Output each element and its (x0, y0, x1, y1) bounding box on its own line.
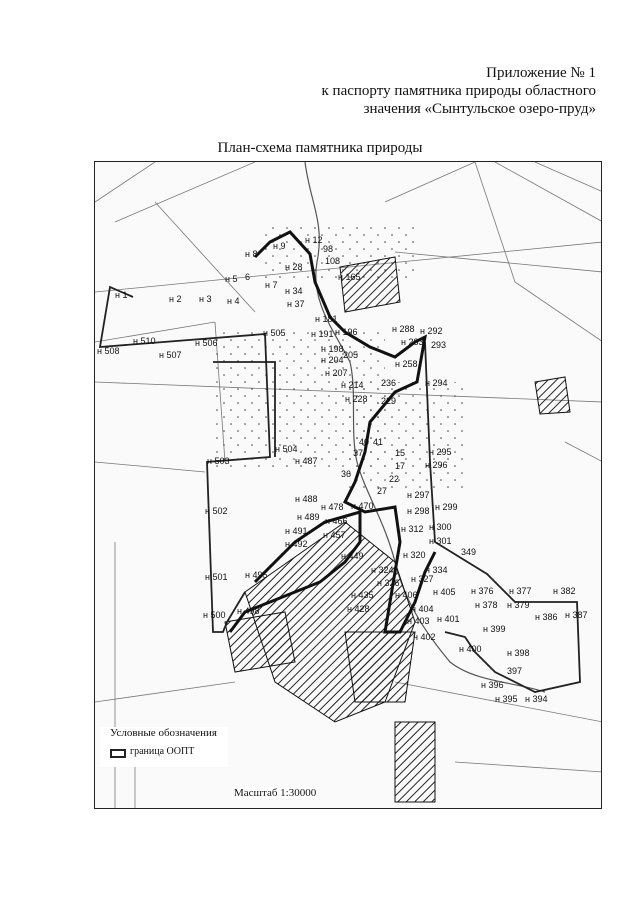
appendix-line-2: к паспорту памятника природы областного (321, 83, 596, 99)
map-title: План-схема памятника природы (217, 140, 423, 156)
point-label: н 312 (401, 524, 424, 534)
point-label: н 292 (420, 326, 443, 336)
point-label: н 386 (535, 612, 558, 622)
point-label: 22 (389, 474, 400, 484)
point-label: н 487 (295, 456, 318, 466)
point-label: н 191 (311, 329, 334, 339)
point-label: н 492 (285, 539, 308, 549)
point-label: н 320 (403, 550, 426, 560)
point-label: н 294 (425, 378, 448, 388)
point-label: н 299 (435, 502, 458, 512)
point-label: н 504 (275, 444, 298, 454)
appendix-header (322, 64, 596, 118)
point-label: н 300 (429, 522, 452, 532)
point-label: н 402 (413, 632, 436, 642)
point-label: н 207 (325, 368, 348, 378)
point-label: н 228 (345, 394, 368, 404)
point-label: н 5 (225, 274, 238, 284)
point-label: н 405 (433, 587, 456, 597)
point-label: н 165 (338, 272, 361, 282)
point-label: 349 (461, 547, 477, 557)
point-label: н 449 (341, 551, 364, 561)
point-label: н 296 (425, 460, 448, 470)
point-label: н 488 (295, 494, 318, 504)
point-label: 205 (343, 350, 359, 360)
point-label: н 7 (265, 280, 278, 290)
point-label: н 28 (285, 262, 303, 272)
point-label: 98 (323, 244, 334, 254)
point-label: н 503 (207, 456, 230, 466)
point-label: н 181 (315, 314, 338, 324)
point-label: н 288 (392, 324, 415, 334)
point-label: 108 (325, 256, 341, 266)
point-label: н 404 (411, 604, 434, 614)
point-label: н 478 (321, 502, 344, 512)
point-label: н 470 (351, 501, 374, 511)
point-label: н 387 (565, 610, 588, 620)
point-label: н 283 (401, 337, 424, 347)
point-label: н 510 (133, 336, 156, 346)
point-label: н 400 (459, 644, 482, 654)
point-label: 6 (245, 272, 251, 282)
point-label: н 379 (507, 600, 530, 610)
point-label: 15 (395, 448, 406, 458)
point-label: н 457 (323, 530, 346, 540)
point-label: н 508 (97, 346, 120, 356)
point-label: н 491 (285, 526, 308, 536)
point-label: н 401 (437, 614, 460, 624)
point-label: н 382 (553, 586, 576, 596)
point-label: н 406 (395, 590, 418, 600)
point-label: н 34 (285, 286, 303, 296)
appendix-line-1: Приложение № 1 (486, 65, 596, 81)
point-label: н 301 (429, 536, 452, 546)
point-label: н 326 (377, 578, 400, 588)
point-label: н 376 (471, 586, 494, 596)
map-frame (94, 161, 602, 809)
point-label: н 297 (407, 490, 430, 500)
point-label: н 505 (263, 328, 286, 338)
point-label: н 214 (341, 380, 364, 390)
point-label: 40 (359, 437, 370, 447)
point-label: н 196 (335, 327, 358, 337)
legend-boundary-swatch (110, 749, 126, 758)
point-label: н 327 (411, 574, 434, 584)
point-label: 397 (507, 666, 523, 676)
point-label: н 258 (395, 359, 418, 369)
point-label: н 1 (115, 290, 128, 300)
point-label: н 37 (287, 299, 305, 309)
point-label: н 8 (245, 249, 258, 259)
point-label: 27 (377, 486, 388, 496)
point-label: н 12 (305, 235, 323, 245)
legend-title: Условные обозначения (110, 727, 217, 739)
point-label: н 298 (407, 506, 430, 516)
point-label: н 204 (321, 355, 344, 365)
map-scale: Масштаб 1:30000 (234, 787, 317, 799)
map-legend (100, 727, 228, 767)
point-label: н 2 (169, 294, 182, 304)
legend-boundary-label: граница ООПТ (130, 746, 195, 757)
point-label: н 495 (245, 570, 268, 580)
point-label: н 198 (321, 344, 344, 354)
point-label: н 403 (407, 616, 430, 626)
point-label: н 398 (507, 648, 530, 658)
point-label: 229 (381, 396, 397, 406)
point-label: н 506 (195, 338, 218, 348)
point-label: 236 (381, 378, 397, 388)
point-label: н 9 (273, 241, 286, 251)
point-label: н 295 (429, 447, 452, 457)
point-label: н 378 (475, 600, 498, 610)
point-label: н 334 (425, 565, 448, 575)
point-label: н 377 (509, 586, 532, 596)
point-label: н 502 (205, 506, 228, 516)
point-label: н 396 (481, 680, 504, 690)
point-label: н 501 (205, 572, 228, 582)
point-label: 41 (373, 437, 384, 447)
point-label: н 498 (237, 606, 260, 616)
point-label: 293 (431, 340, 447, 350)
point-label: н 395 (495, 694, 518, 704)
point-label: н 399 (483, 624, 506, 634)
map-svg (95, 162, 602, 809)
point-label: 36 (341, 469, 352, 479)
point-label: н 500 (203, 610, 226, 620)
appendix-line-3: значения «Сынтульское озеро-пруд» (363, 101, 596, 117)
point-label: н 466 (325, 516, 348, 526)
point-label: 37 (353, 448, 364, 458)
point-label: н 324 (371, 565, 394, 575)
point-label: н 489 (297, 512, 320, 522)
point-label: н 435 (351, 590, 374, 600)
point-label: н 428 (347, 604, 370, 614)
point-label: н 3 (199, 294, 212, 304)
point-label: н 507 (159, 350, 182, 360)
point-label: 17 (395, 461, 406, 471)
point-label: н 394 (525, 694, 548, 704)
point-label: н 4 (227, 296, 240, 306)
